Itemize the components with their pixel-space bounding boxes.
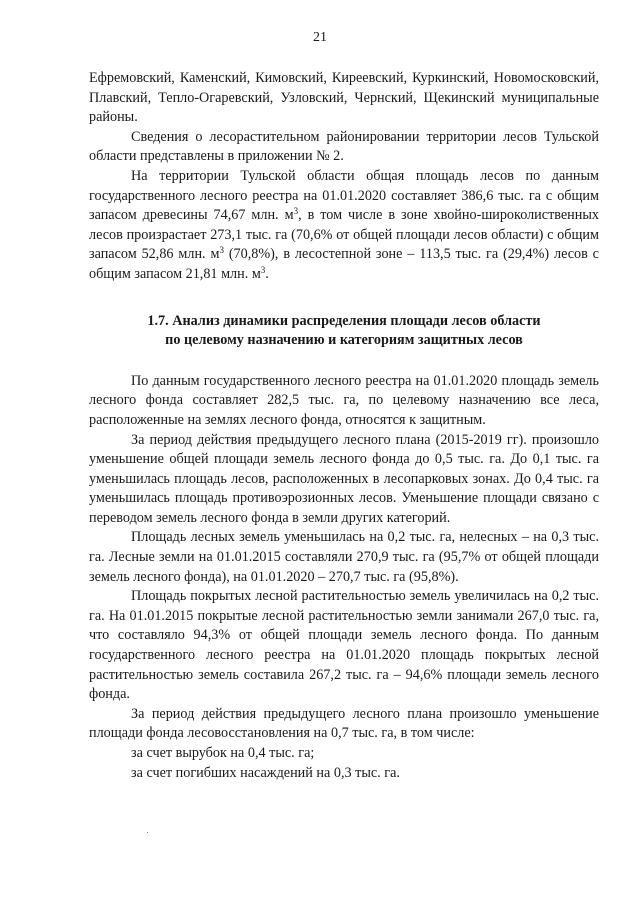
paragraph: Площадь лесных земель уменьшилась на 0,2 тыс. га, нелесных – на 0,3 тыс. га. Лесные земли на 01.01.2015 составляли 270,9 тыс. га (95,7% от общей площади земель лесного фонда), на 01.01.2020 – 270,7 тыс. га (95,8%). — [89, 529, 599, 585]
paragraph: По данным государственного лесного реестра на 01.01.2020 площадь земель лесного фонда составляет 282,5 тыс. га, по целевому назначению все леса, расположенные на землях лесного фонда, относятся к защитным. — [89, 372, 599, 428]
superscript-cubic: 3 — [260, 264, 266, 275]
area-text-1: На территории Тульской области общая площадь лесов по данным государственного лесного реестра на 01.01.2020 составляет 386,6 тыс. га с общим запасом древесины 74,67 млн. м — [89, 167, 599, 224]
superscript-cubic: 3 — [219, 245, 224, 256]
paragraph: Площадь покрытых лесной растительностью земель увеличилась на 0,2 тыс. га. На 01.01.2015 покрытые лесной растительностью земли занимали 267,0 тыс. га, что составляло 94,3% от общей площади земель лесного фонда. По данным государственного лесного реестра на 01.01.2020 площадь покрытых лесной растительностью земель составила 267,2 тыс. га – 94,6% площади земель лесного фонда. — [89, 588, 599, 703]
paragraph: За период действия предыдущего лесного плана (2015-2019 гг). произошло уменьшение общей площади земель лесного фонда до 0,5 тыс. га. До 0,1 тыс. га уменьшилась площадь лесов, расположенных в лесопарковых зонах. До 0,4 тыс. га уменьшилась площадь противоэрозионных лесов. Уменьшение площади связано с переводом земель лесного фонда в земли других категорий. — [89, 431, 599, 526]
area-text-3: (70,8%), в лесостепной зоне – 113,5 тыс. га (29,4%) лесов с общим запасом 21,81 млн. м — [89, 246, 599, 282]
paragraph-appendix: Сведения о лесорастительном районировании территории лесов Тульской области представлены в приложении № 2. — [89, 128, 599, 165]
section-heading — [89, 312, 599, 351]
paragraph-districts: Ефремовский, Каменский, Кимовский, Киреевский, Куркинский, Новомосковский, Плавский, Тепло-Огаревский, Узловский, Чернский, Щекинский муниципальные районы. — [89, 70, 599, 126]
list-item: за счет вырубок на 0,4 тыс. га; — [131, 745, 315, 761]
superscript-cubic: 3 — [293, 206, 299, 217]
section-heading-line-1: 1.7. Анализ динамики распределения площади лесов области — [147, 312, 541, 329]
area-text-4: . — [265, 265, 269, 282]
list-item: за счет погибших насаждений на 0,3 тыс. га. — [131, 764, 400, 781]
section-heading-line-2: по целевому назначению и категориям защитных лесов — [165, 332, 523, 349]
paragraph-forest-area — [89, 167, 599, 285]
area-text-2: , в том числе в зоне хвойно-широколиственных лесов произрастает 273,1 тыс. га (70,6% от общей площади лесов области) с общим запасом 52,86 млн. м — [89, 207, 599, 263]
paragraph: За период действия предыдущего лесного плана произошло уменьшение площади фонда лесовосстановления на 0,7 тыс. га, в том числе: — [89, 705, 599, 742]
scan-speck — [147, 832, 148, 833]
document-body — [89, 69, 599, 783]
page-number: 21 — [313, 30, 327, 45]
